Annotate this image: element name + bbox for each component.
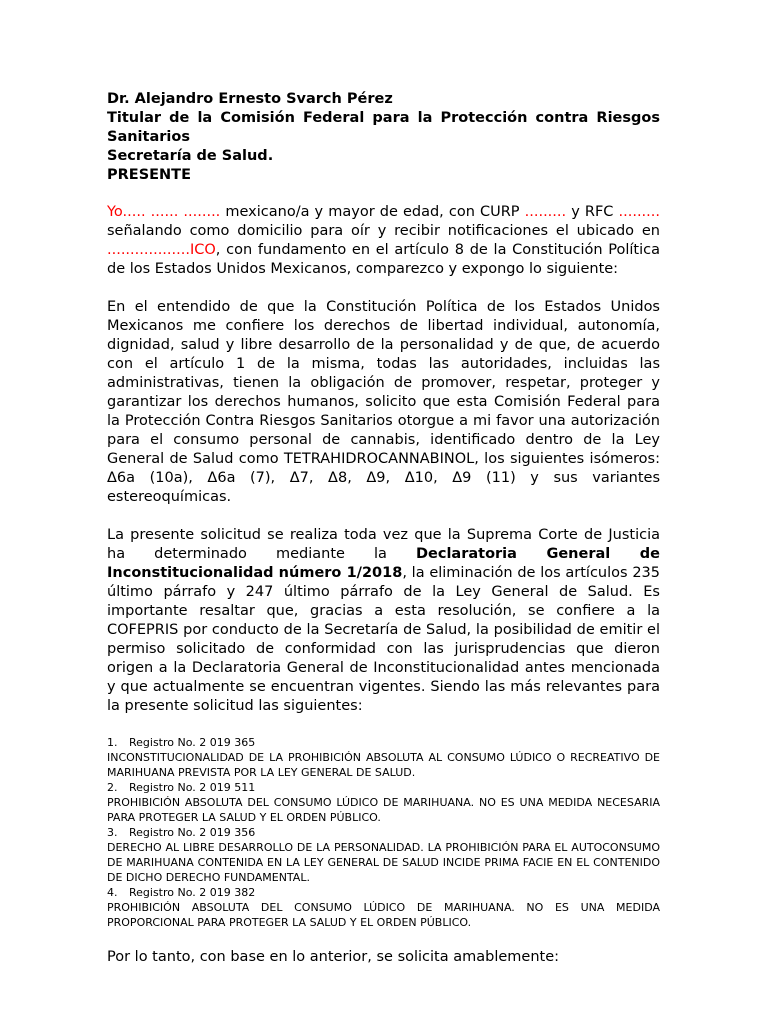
registro-label: Registro No. 2 019 365	[129, 736, 256, 749]
registro-title: PROHIBICIÓN ABSOLUTA DEL CONSUMO LÚDICO DE MARIHUANA. NO ES UNA MEDIDA NECESARIA PARA PROTEGER LA SALUD Y EL ORDEN PÚBLICO.	[107, 796, 660, 824]
paragraph-identification	[107, 203, 660, 279]
registro-item	[107, 885, 660, 930]
name-placeholder: Yo..... ...... ........	[107, 204, 221, 220]
registro-item	[107, 825, 660, 885]
paragraph-text: y RFC	[566, 204, 619, 220]
registro-number: 4.	[107, 886, 118, 899]
paragraph-text: , la eliminación de los artículos 235 último párrafo y 247 último párrafo de la Ley General de Salud. Es importante resaltar que, gracias a esta resolución, se confiere a la COFEPRIS por conducto de la Secretaría de Salud, la posibilidad de emitir el permiso solicitado de conformidad con las jurisprudencias que dieron origen a la Declaratoria General de Inconstitucionalidad antes mencionada y que actualmente se encuentran vigentes. Siendo las más relevantes para la presente solicitud las siguientes:	[107, 565, 660, 714]
registro-title: PROHIBICIÓN ABSOLUTA DEL CONSUMO LÚDICO DE MARIHUANA. NO ES UNA MEDIDA PROPORCIONAL PARA PROTEGER LA SALUD Y EL ORDEN PÚBLICO.	[107, 901, 660, 929]
paragraph-request: En el entendido de que la Constitución Política de los Estados Unidos Mexicanos me confiere los derechos de libertad individual, autonomía, dignidad, salud y libre desarrollo de la personalidad y de que, de acuerdo con el artículo 1 de la misma, todas las autoridades, incluidas las administrativas, tienen la obligación de promover, respetar, proteger y garantizar los derechos humanos, solicito que esta Comisión Federal para la Protección Contra Riesgos Sanitarios otorgue a mi favor una autorización para el consumo personal de cannabis, identificado dentro de la Ley General de Salud como TETRAHIDROCANNABINOL, los siguientes isómeros: Δ6a (10a), Δ6a (7), Δ7, Δ8, Δ9, Δ10, Δ9 (11) y sus variantes estereoquímicas.	[107, 299, 660, 505]
address-placeholder: ..................ICO	[107, 242, 216, 258]
paragraph-closing: Por lo tanto, con base en lo anterior, se solicita amablemente:	[107, 949, 560, 965]
addressee-block	[107, 90, 660, 185]
addressee-name: Dr. Alejandro Ernesto Svarch Pérez	[107, 91, 393, 107]
registro-number: 3.	[107, 826, 118, 839]
document-body	[107, 90, 660, 986]
registros-list	[107, 735, 660, 930]
paragraph-text: La presente solicitud se realiza toda vez que la Suprema Corte de Justicia ha determinado mediante la	[107, 527, 660, 562]
rfc-placeholder: .........	[618, 204, 660, 220]
paragraph-text: , con fundamento en el artículo 8 de la Constitución Política de los Estados Unidos Mexicanos, comparezco y expongo lo siguiente:	[107, 242, 660, 277]
registro-number: 2.	[107, 781, 118, 794]
curp-placeholder: .........	[524, 204, 567, 220]
registro-title: INCONSTITUCIONALIDAD DE LA PROHIBICIÓN ABSOLUTA AL CONSUMO LÚDICO O RECREATIVO DE MARIHUANA PREVISTA POR LA LEY GENERAL DE SALUD.	[107, 751, 660, 779]
paragraph-justification	[107, 526, 660, 716]
addressee-office: Secretaría de Salud.	[107, 148, 274, 164]
registro-label: Registro No. 2 019 382	[129, 886, 256, 899]
registro-title: DERECHO AL LIBRE DESARROLLO DE LA PERSONALIDAD. LA PROHIBICIÓN PARA EL AUTOCONSUMO DE MARIHUANA CONTENIDA EN LA LEY GENERAL DE SALUD INCIDE PRIMA FACIE EN EL CONTENIDO DE DICHO DERECHO FUNDAMENTAL.	[107, 841, 660, 884]
addressee-greeting: PRESENTE	[107, 167, 191, 183]
addressee-title: Titular de la Comisión Federal para la Protección contra Riesgos Sanitarios	[107, 110, 660, 145]
paragraph-text: señalando como domicilio para oír y recibir notificaciones el ubicado en	[107, 223, 660, 239]
registro-label: Registro No. 2 019 511	[129, 781, 256, 794]
registro-item	[107, 780, 660, 825]
registro-label: Registro No. 2 019 356	[129, 826, 256, 839]
registro-number: 1.	[107, 736, 118, 749]
paragraph-text: mexicano/a y mayor de edad, con CURP	[220, 204, 525, 220]
declaratoria-reference: Declaratoria General de Inconstitucionalidad número 1/2018	[107, 546, 660, 581]
registro-item	[107, 735, 660, 780]
